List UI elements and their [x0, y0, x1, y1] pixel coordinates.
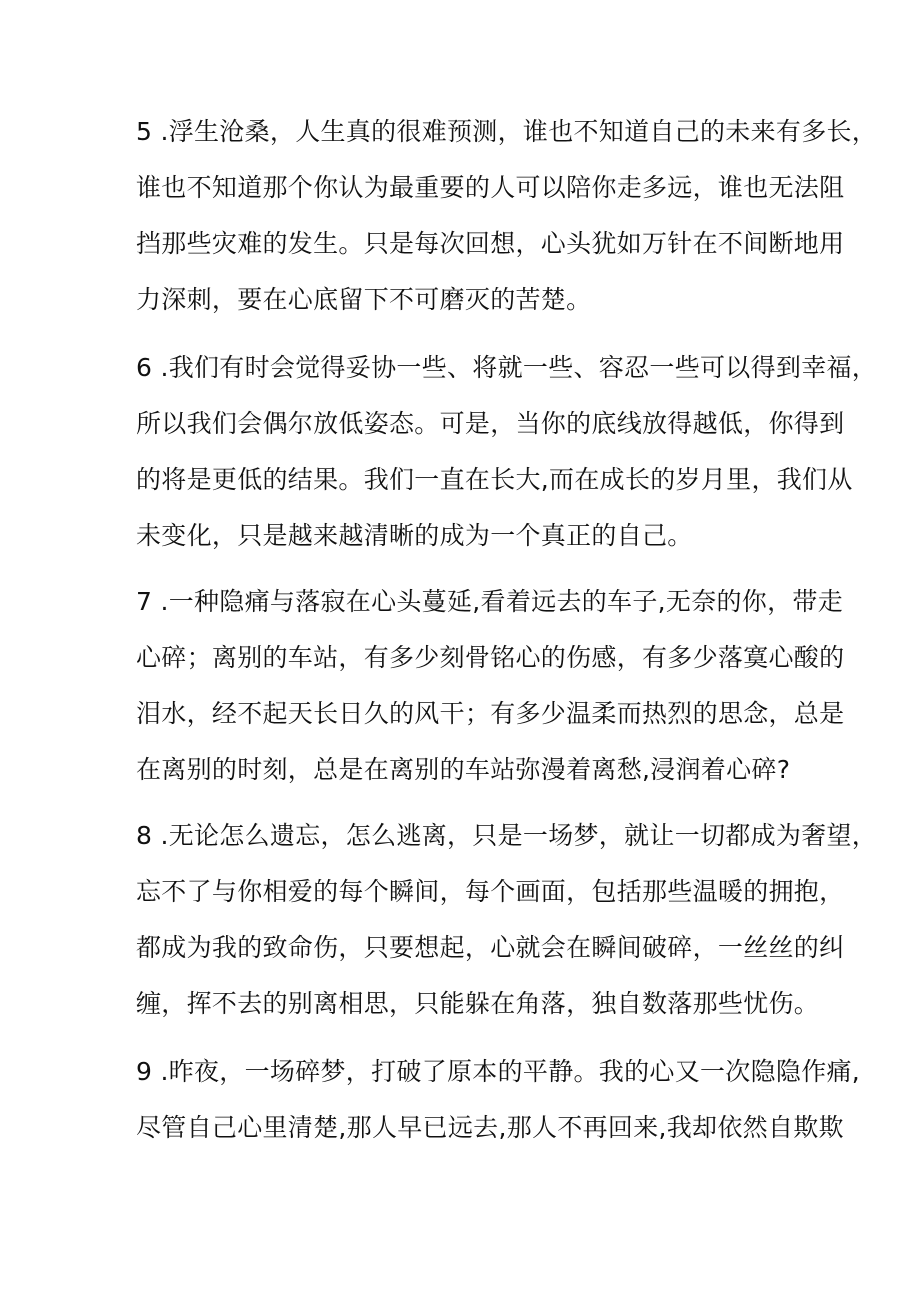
text-line: 缠，挥不去的别离相思，只能躲在角落，独自数落那些忧伤。: [136, 989, 820, 1018]
text-line: 所以我们会偶尔放低姿态。可是，当你的底线放得越低，你得到: [136, 409, 845, 438]
paragraph-8: [136, 808, 878, 1032]
paragraph-5: [136, 104, 878, 328]
text-line: 在离别的时刻，总是在离别的车站弥漫着离愁,浸润着心碎?: [136, 755, 791, 784]
text-line: 尽管自己心里清楚,那人早已远去,那人不再回来,我却依然自欺欺: [136, 1113, 844, 1142]
text-line: 6 .我们有时会觉得妥协一些、将就一些、容忍一些可以得到幸福，: [136, 353, 878, 382]
paragraph-9: [136, 1044, 861, 1156]
text-line: 泪水，经不起天长日久的风干；有多少温柔而热烈的思念，总是: [136, 699, 845, 728]
paragraph-6: [136, 340, 878, 564]
text-line: 力深刺，要在心底留下不可磨灭的苦楚。: [136, 285, 592, 314]
text-line: 挡那些灾难的发生。只是每次回想，心头犹如万针在不间断地用: [136, 229, 845, 258]
paragraph-7: [136, 574, 845, 798]
text-line: 忘不了与你相爱的每个瞬间，每个画面，包括那些温暖的拥抱，: [136, 877, 845, 906]
text-line: 8 .无论怎么遗忘，怎么逃离，只是一场梦，就让一切都成为奢望，: [136, 821, 878, 850]
text-line: 都成为我的致命伤，只要想起，心就会在瞬间破碎，一丝丝的纠: [136, 933, 845, 962]
text-line: 心碎；离别的车站，有多少刻骨铭心的伤感，有多少落寞心酸的: [136, 643, 845, 672]
text-line: 的将是更低的结果。我们一直在长大,而在成长的岁月里，我们从: [136, 465, 853, 494]
text-line: 5 .浮生沧桑，人生真的很难预测，谁也不知道自己的未来有多长，: [136, 117, 878, 146]
text-line: 7 .一种隐痛与落寂在心头蔓延,看着远去的车子,无奈的你，带走: [136, 587, 843, 616]
text-line: 未变化，只是越来越清晰的成为一个真正的自己。: [136, 521, 693, 550]
text-line: 9 .昨夜，一场碎梦，打破了原本的平静。我的心又一次隐隐作痛,: [136, 1057, 861, 1086]
text-line: 谁也不知道那个你认为最重要的人可以陪你走多远，谁也无法阻: [136, 173, 845, 202]
